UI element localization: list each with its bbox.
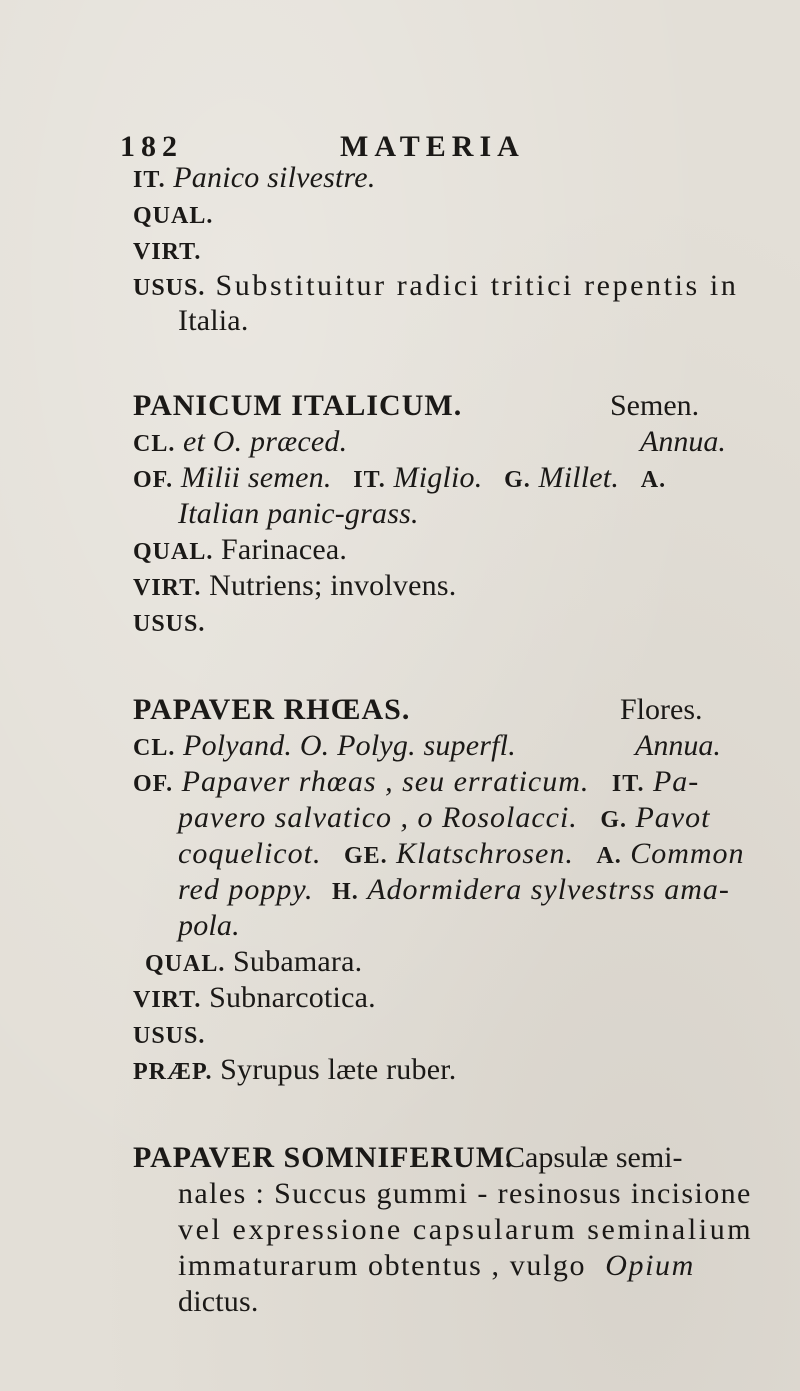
entry-duration: Annua. — [640, 425, 726, 458]
entry-text: Subnarcotica. — [209, 981, 376, 1014]
entry-line — [133, 1016, 205, 1054]
entry-line — [133, 728, 516, 766]
entry-tag: QUAL. — [145, 951, 226, 977]
entry-tag: G. — [600, 807, 627, 833]
entry-tag: CL. — [133, 431, 176, 457]
running-title: MATERIA — [340, 130, 525, 163]
entry-text: Papaver rhœas , seu erraticum. — [181, 765, 590, 798]
entry-tag: A. — [640, 467, 667, 493]
entry-text: Common — [630, 837, 745, 870]
entry-line — [133, 424, 347, 462]
entry-line — [178, 303, 249, 339]
page-number: 182 — [120, 130, 183, 163]
entry-title — [133, 1140, 514, 1176]
entry-text: Miglio. — [393, 461, 483, 494]
entry-line — [178, 1248, 695, 1284]
entry-text: pavero salvatico , o Rosolacci. — [178, 801, 578, 834]
entry-text: Pavot — [635, 801, 711, 834]
entry-line — [133, 604, 205, 642]
entry-line — [133, 1052, 456, 1090]
entry-line — [178, 800, 710, 838]
entry-tag: USUS. — [133, 1023, 206, 1049]
entry-line — [178, 1176, 752, 1212]
entry-line — [145, 944, 362, 982]
entry-tag: PRÆP. — [133, 1059, 213, 1085]
entry-tag: IT. — [133, 167, 166, 193]
entry-line — [133, 196, 213, 234]
entry-text: immaturarum obtentus , vulgo — [178, 1249, 587, 1282]
entry-text: Adormidera sylvestrss ama- — [367, 873, 730, 906]
entry-text: nales : Succus gummi - resinosus incisione — [178, 1177, 752, 1210]
entry-line — [178, 908, 240, 944]
entry-text: vel expressione capsularum seminalium — [178, 1213, 754, 1246]
entry-text: Italian panic-grass. — [178, 497, 419, 530]
entry-title-text: PAPAVER SOMNIFERUM. — [133, 1141, 514, 1174]
entry-text: Subamara. — [233, 945, 363, 978]
entry-text: Farinacea. — [221, 533, 348, 566]
entry-text: Klatschrosen. — [396, 837, 574, 870]
entry-text: red poppy. — [178, 873, 314, 906]
entry-tag: A. — [596, 843, 622, 869]
entry-line — [178, 1212, 753, 1248]
entry-text: Italia. — [178, 304, 249, 337]
entry-title — [133, 692, 410, 728]
entry-text: Milii semen. — [180, 461, 332, 494]
entry-line — [133, 160, 376, 198]
entry-text: Opium — [605, 1249, 695, 1282]
entry-line — [133, 460, 666, 498]
entry-tag: VIRT. — [133, 987, 202, 1013]
entry-part: Capsulæ semi- — [505, 1141, 683, 1174]
entry-text: coquelicot. — [178, 837, 322, 870]
entry-title — [133, 388, 462, 424]
entry-tag: IT. — [611, 771, 645, 797]
entry-line — [133, 232, 201, 270]
entry-tag: GE. — [343, 843, 388, 869]
entry-text: et O. præced. — [183, 425, 348, 458]
entry-duration: Annua. — [635, 729, 721, 762]
entry-text: dictus. — [178, 1285, 259, 1318]
entry-tag: QUAL. — [133, 539, 214, 565]
entry-tag: CL. — [133, 735, 176, 761]
entry-text: pola. — [178, 909, 240, 942]
entry-part: Flores. — [620, 693, 703, 726]
entry-tag: OF. — [133, 467, 174, 493]
entry-line — [178, 1284, 259, 1320]
entry-line — [133, 764, 699, 802]
entry-line — [133, 568, 456, 606]
entry-tag: OF. — [133, 771, 174, 797]
entry-text: Millet. — [538, 461, 620, 494]
entry-text: Polyand. O. Polyg. superfl. — [183, 729, 516, 762]
entry-text: Panico silvestre. — [173, 161, 376, 194]
entry-line — [178, 872, 730, 910]
entry-tag: IT. — [353, 467, 386, 493]
entry-tag: VIRT. — [133, 239, 202, 265]
entry-text: Nutriens; involvens. — [209, 569, 457, 602]
entry-tag: USUS. — [133, 275, 206, 301]
entry-tag: G. — [504, 467, 531, 493]
entry-line — [133, 980, 376, 1018]
entry-tag: VIRT. — [133, 575, 202, 601]
entry-title-text: PAPAVER RHŒAS. — [133, 693, 411, 726]
entry-text: Syrupus læte ruber. — [220, 1053, 457, 1086]
entry-text: Pa- — [652, 765, 700, 798]
entry-line — [133, 532, 347, 570]
entry-line — [178, 496, 419, 532]
entry-line — [133, 268, 738, 306]
entry-title-text: PANICUM ITALICUM. — [133, 389, 463, 422]
entry-tag: H. — [332, 879, 359, 905]
entry-line — [178, 836, 745, 874]
entry-part: Semen. — [610, 389, 700, 422]
entry-text: Substituitur radici tritici repentis in — [215, 269, 739, 302]
entry-tag: QUAL. — [133, 203, 214, 229]
entry-tag: USUS. — [133, 611, 206, 637]
